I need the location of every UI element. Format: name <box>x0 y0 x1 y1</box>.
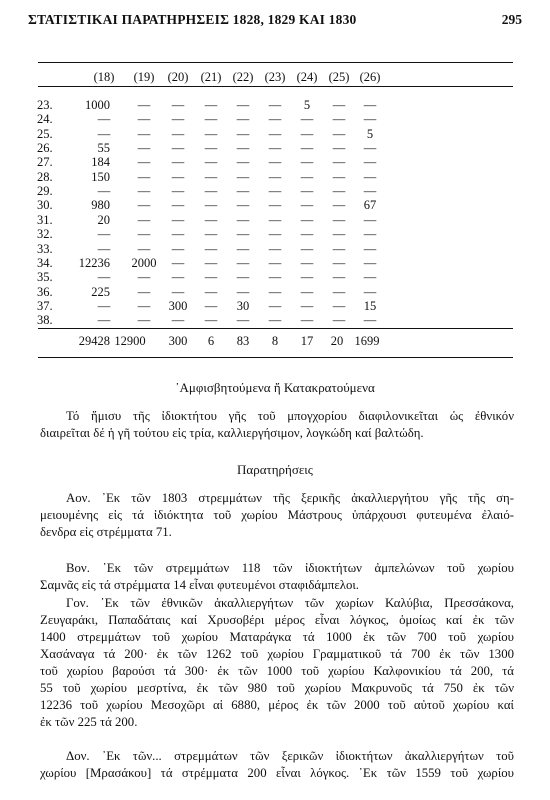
table-cell: — <box>236 255 250 270</box>
table-cell: — <box>363 284 377 299</box>
total-value: 1699 <box>354 334 380 348</box>
table-cell: 980 <box>91 198 110 213</box>
text-line: διαιρεῖται δέ ἡ γῆ τούτου εἰς τρία, καλλιεργήσιμον, λογκώδη καί βαλτώδη. <box>40 426 424 440</box>
table-cell: 2000 <box>131 255 157 270</box>
table-cell: — <box>363 155 377 170</box>
table-cell: — <box>171 184 185 199</box>
disputed-paragraph <box>66 408 514 425</box>
table-cell: — <box>97 184 111 199</box>
table-cell: — <box>97 270 111 285</box>
table-cell: — <box>171 255 185 270</box>
table-cell: — <box>332 141 346 156</box>
text-line: Βον. ᾽Εκ τῶν στρεμμάτων 118 τῶν ἰδιοκτήτων ἀμπελώνων τοῦ χωρίου <box>66 561 514 575</box>
table-cell: — <box>137 284 151 299</box>
table-cell: — <box>268 126 282 141</box>
table-cell: — <box>300 126 314 141</box>
table-cell: — <box>204 184 218 199</box>
table-cell: — <box>171 227 185 242</box>
table-cell: — <box>236 169 250 184</box>
table-cell: — <box>300 198 314 213</box>
row-label: 37. <box>37 298 53 313</box>
table-cell: — <box>268 284 282 299</box>
text-line: Δον. ᾽Εκ τῶν... στρεμμάτων τῶν ξερικῶν ἰδιοκτήτων ἀκαλλιεργήτων τοῦ <box>66 749 514 763</box>
paragraph-b <box>66 560 514 577</box>
table-cell: — <box>236 126 250 141</box>
table-cell: 5 <box>303 98 311 112</box>
table-cell: — <box>332 169 346 184</box>
table-cell: — <box>268 184 282 199</box>
table-cell: — <box>300 112 314 127</box>
table-cell: — <box>97 298 111 313</box>
running-title: ΣΤΑΤΙΣΤΙΚΑΙ ΠΑΡΑΤΗΡΗΣΕΙΣ 1828, 1829 ΚΑΙ 1830 <box>28 12 357 27</box>
table-cell: — <box>363 169 377 184</box>
table-cell: — <box>300 212 314 227</box>
table-cell: 225 <box>91 284 110 299</box>
table-cell: — <box>300 141 314 156</box>
table-cell: — <box>300 155 314 170</box>
table-cell: — <box>300 270 314 285</box>
table-cell: — <box>332 313 346 328</box>
table-cell: — <box>137 184 151 199</box>
row-label: 24. <box>37 112 53 127</box>
table-cell: — <box>268 155 282 170</box>
column-header: (19) <box>133 70 155 84</box>
table-cell: — <box>204 198 218 213</box>
table-cell: — <box>363 112 377 127</box>
paragraph-c-cont <box>40 612 514 731</box>
table-cell: — <box>97 112 111 127</box>
table-cell: — <box>363 212 377 227</box>
table-cell: — <box>137 227 151 242</box>
row-label: 23. <box>37 98 53 112</box>
column-header: (20) <box>167 70 189 84</box>
table-cell: — <box>332 198 346 213</box>
disputed-paragraph-cont <box>40 425 514 442</box>
row-label: 36. <box>37 284 53 299</box>
table-cell: — <box>363 141 377 156</box>
table-cell: — <box>137 141 151 156</box>
total-value: 6 <box>207 334 215 348</box>
paragraph-a-cont <box>40 507 514 541</box>
table-cell: — <box>300 169 314 184</box>
total-value: 29428 <box>78 334 110 348</box>
table-cell: — <box>363 270 377 285</box>
table-cell: — <box>268 227 282 242</box>
table-cell: — <box>268 241 282 256</box>
table-cell: — <box>204 270 218 285</box>
table-cell: — <box>300 241 314 256</box>
table-cell: — <box>137 98 151 112</box>
table-cell: — <box>268 98 282 112</box>
table-cell: 30 <box>236 298 250 313</box>
table-cell: — <box>332 112 346 127</box>
table-cell: — <box>268 270 282 285</box>
column-header: (25) <box>328 70 350 84</box>
table-cell: — <box>97 241 111 256</box>
table-cell: — <box>332 126 346 141</box>
text-line: Τό ἥμισυ τῆς ἰδιοκτήτου γῆς τοῦ μπογχορίου διαφιλονικεῖται ὡς ἐθνικόν <box>66 409 514 423</box>
running-header <box>28 10 522 34</box>
table-cell: — <box>171 241 185 256</box>
table-cell: — <box>363 313 377 328</box>
row-label: 25. <box>37 126 53 141</box>
table-cell: — <box>204 112 218 127</box>
table-cell: — <box>236 155 250 170</box>
table-cell: — <box>236 227 250 242</box>
text-line: χωρίου [Μρασάκου] τά στρέμματα 200 εἶναι λόγκος. ᾽Εκ τῶν 1559 τοῦ χωρίου <box>40 766 514 780</box>
table-cell: — <box>137 112 151 127</box>
table-cell: — <box>332 255 346 270</box>
text-line: τοῦ χωρίου βαρούσι τά 300· ἐκ τῶν 1000 τοῦ χωρίου Καλφονικίου τά 200, τά <box>40 664 514 678</box>
table-cell: — <box>268 255 282 270</box>
text-line: ἐκ τῶν 225 τά 200. <box>40 715 138 729</box>
text-line: 12236 τοῦ χωρίου Μεσοχῶρι αἱ 6880, μέρος ἐκ τῶν 2000 τοῦ αὐτοῦ χωρίου καί <box>40 698 514 712</box>
table-cell: — <box>332 284 346 299</box>
table-cell: — <box>268 298 282 313</box>
table-cell: — <box>171 126 185 141</box>
table-cell: — <box>204 227 218 242</box>
table-cell: — <box>268 112 282 127</box>
section-heading-observations: Παρατηρήσεις <box>237 462 313 477</box>
table-cell: — <box>236 112 250 127</box>
table-cell: — <box>171 198 185 213</box>
text-line: 55 τοῦ χωρίου μεσρτίνα, ἐκ τῶν 980 τοῦ χωρίου Μακρυνοῦς τά 750 ἐκ τῶν <box>40 681 514 695</box>
table-cell: 1000 <box>85 98 110 112</box>
total-value: 8 <box>271 334 279 348</box>
table-cell: — <box>97 227 111 242</box>
table-cell: — <box>300 298 314 313</box>
table-cell: 12236 <box>78 255 110 270</box>
table-cell: — <box>137 155 151 170</box>
row-label: 32. <box>37 227 53 242</box>
row-label: 31. <box>37 212 53 227</box>
text-line: Χασάναγα τά 200· ἐκ τῶν 1262 τοῦ χωρίου Γραμματικοῦ τά 700 ἐκ τῶν 1300 <box>40 647 514 661</box>
table-cell: — <box>137 212 151 227</box>
table-cell: — <box>363 98 377 112</box>
table-cell: — <box>97 313 111 328</box>
table-cell: — <box>363 241 377 256</box>
table-cell: — <box>332 184 346 199</box>
table-cell: — <box>332 98 346 112</box>
table-cell: — <box>236 212 250 227</box>
table-cell: — <box>236 284 250 299</box>
page-number: 295 <box>501 12 522 27</box>
table-cell: 20 <box>97 212 110 227</box>
table-cell: — <box>332 155 346 170</box>
table-cell: — <box>171 169 185 184</box>
paragraph-c <box>66 595 514 612</box>
table-cell: 15 <box>363 298 377 313</box>
table-cell: — <box>137 198 151 213</box>
table-cell: — <box>204 98 218 112</box>
table-cell: — <box>171 98 185 112</box>
table-cell: — <box>268 198 282 213</box>
table-cell: — <box>204 241 218 256</box>
table-cell: — <box>236 184 250 199</box>
paragraph-d-cont <box>40 765 514 782</box>
table-cell: 55 <box>97 141 110 156</box>
table-cell: — <box>268 141 282 156</box>
section-heading-disputed: ᾽Αμφισβητούμενα ἤ Κατακρατούμενα <box>175 380 375 395</box>
table-cell: — <box>137 313 151 328</box>
table-cell: — <box>268 169 282 184</box>
row-label: 29. <box>37 184 53 199</box>
table-cell: — <box>236 141 250 156</box>
table-cell: — <box>137 126 151 141</box>
row-label: 35. <box>37 270 53 285</box>
table-cell: — <box>204 313 218 328</box>
paragraph-d <box>66 748 514 765</box>
paragraph-a <box>66 490 514 507</box>
table-cell: — <box>236 270 250 285</box>
table-cell: 300 <box>168 298 188 313</box>
total-value: 83 <box>236 334 250 348</box>
column-header: (18) <box>93 70 115 84</box>
text-line: Αον. ᾽Εκ τῶν 1803 στρεμμάτων τῆς ξερικῆς ἀκαλλιεργήτου γῆς τῆς ση- <box>66 491 514 505</box>
table-cell: — <box>332 298 346 313</box>
table-cell: — <box>204 298 218 313</box>
table-cell: — <box>171 284 185 299</box>
table-cell: — <box>236 241 250 256</box>
text-line: 1400 στρεμμάτων τοῦ χωρίου Ματαράγκα τά 1000 ἐκ τῶν 700 τοῦ χωρίου <box>40 630 514 644</box>
table-cell: — <box>363 184 377 199</box>
row-label: 30. <box>37 198 53 213</box>
table-cell: — <box>300 313 314 328</box>
column-header: (23) <box>264 70 286 84</box>
table-cell: — <box>332 270 346 285</box>
row-label: 33. <box>37 241 53 256</box>
table-cell: — <box>300 255 314 270</box>
total-value: 17 <box>300 334 314 348</box>
table-cell: — <box>332 227 346 242</box>
table-cell: — <box>300 284 314 299</box>
table-cell: — <box>300 184 314 199</box>
table-cell: — <box>300 227 314 242</box>
row-label: 27. <box>37 155 53 170</box>
table-cell: — <box>363 255 377 270</box>
table-cell: — <box>332 241 346 256</box>
table-cell: — <box>137 241 151 256</box>
table-cell: — <box>171 212 185 227</box>
table-cell: — <box>363 227 377 242</box>
column-header: (21) <box>200 70 222 84</box>
row-label: 26. <box>37 141 53 156</box>
table-cell: — <box>97 126 111 141</box>
table-cell: — <box>204 284 218 299</box>
table-cell: — <box>137 169 151 184</box>
table-cell: — <box>204 212 218 227</box>
total-value: 300 <box>168 334 188 348</box>
total-value: 20 <box>330 334 344 348</box>
row-label: 34. <box>37 255 53 270</box>
text-line: Ζευγαράκι, Παπαδάταις καί Χρυσοβέρι μέρος εἶναι λόγκος, ὁμοίως καί ἐκ τῶν <box>40 613 514 627</box>
table-cell: — <box>236 98 250 112</box>
table-cell: 67 <box>363 198 377 213</box>
table-cell: — <box>137 298 151 313</box>
table-cell: — <box>204 169 218 184</box>
table-cell: — <box>204 255 218 270</box>
text-line: Γον. ᾽Εκ τῶν ἐθνικῶν ἀκαλλιεργήτων τῶν χωρίων Καλύβια, Πρεσσάκονα, <box>66 596 514 610</box>
table-bottom-rule <box>38 357 513 358</box>
text-line: Σαμνᾶς εἰς τά στρέμματα 14 εἶναι φυτευμένοι σταφιδάμπελοι. <box>40 578 360 592</box>
paragraph-b-cont <box>40 577 514 594</box>
table-cell: — <box>171 270 185 285</box>
table-cell: — <box>204 155 218 170</box>
table-cell: — <box>171 313 185 328</box>
table-cell: 150 <box>91 169 110 184</box>
text-line: δενδρα εἰς στρέμματα 71. <box>40 525 172 539</box>
column-header: (24) <box>296 70 318 84</box>
table-cell: — <box>236 198 250 213</box>
table-cell: — <box>171 141 185 156</box>
table-cell: — <box>268 212 282 227</box>
column-header: (26) <box>359 70 381 84</box>
table-cell: — <box>332 212 346 227</box>
text-line: μειουμένης εἰς τά ἰδιόκτητα τοῦ χωρίου Μάστρους ὑπάρχουσι φυτευμένα ἐλαιό- <box>40 508 514 522</box>
table-cell: 5 <box>366 126 374 141</box>
column-header: (22) <box>232 70 254 84</box>
row-label: 28. <box>37 169 53 184</box>
table-cell: — <box>236 313 250 328</box>
table-cell: — <box>171 112 185 127</box>
table-cell: — <box>137 270 151 285</box>
table-cell: — <box>204 126 218 141</box>
table-cell: 184 <box>91 155 110 170</box>
table-top-rule <box>38 62 513 63</box>
totals-top-rule <box>38 328 513 329</box>
total-value: 12900 <box>114 334 146 348</box>
table-header-rule <box>38 86 513 87</box>
row-label: 38. <box>37 313 53 328</box>
table-cell: — <box>268 313 282 328</box>
table-cell: — <box>204 141 218 156</box>
table-cell: — <box>171 155 185 170</box>
